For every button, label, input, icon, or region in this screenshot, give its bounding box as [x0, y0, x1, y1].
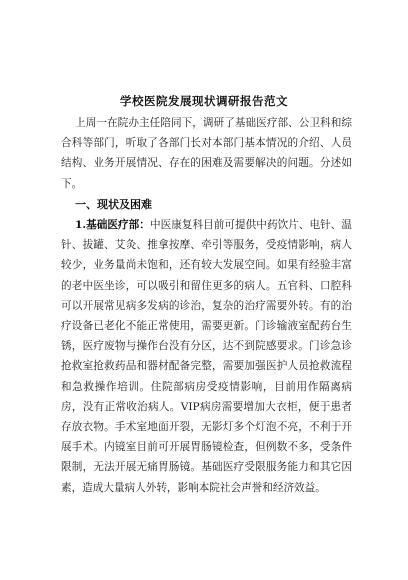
- intro-paragraph: [61, 113, 352, 194]
- section-paragraph-lead: 1.基础医疗部：: [75, 219, 150, 231]
- section-paragraph: [61, 215, 352, 498]
- intro-paragraph-text: 上周一在院办主任陪同下，调研了基础医疗部、公卫科和综合科等部门，听取了各部门长对本部门基本情况的介绍、人员结构、业务开展情况、存在的困难及需要解决的问题。分述如下。: [61, 117, 352, 190]
- section-heading: 一、现状及困难: [75, 198, 152, 211]
- document-title: 学校医院发展现状调研报告范文: [120, 94, 288, 108]
- section-paragraph-body: 中医康复科目前可提供中药饮片、电针、温针、拔罐、艾灸、推拿按摩、牵引等服务，受疫情影响，病人较少，业务量尚未饱和，还有较大发展空间。如果有经验丰富的老中医坐诊，可以吸引和留住更多的病人。五官科、口腔科可以开展常见病多发病的诊治，复杂的治疗需要外转。有的治疗设备已老化不能正常使用，需要更新。门诊输液室配药台生锈，医疗废物与操作台没有分区，达不到院感要求。门诊急诊抢救室抢救药品和器材配备完整，需要加强医护人员抢救流程和急救操作培训。住院部病房受疫情影响，目前用作隔离病房，没有正常收治病人。VIP病房需要增加大衣柜，便于患者存放衣物。手术室地面开裂，无影灯多个灯泡不亮，不利于开展手术。内镜室目前可开展胃肠镜检查，但例数不多，受条件限制，无法开展无痛胃肠镜。基础医疗受限服务能力和其它因素，造成大量病人外转，影响本院社会声誉和经济效益。: [61, 219, 353, 494]
